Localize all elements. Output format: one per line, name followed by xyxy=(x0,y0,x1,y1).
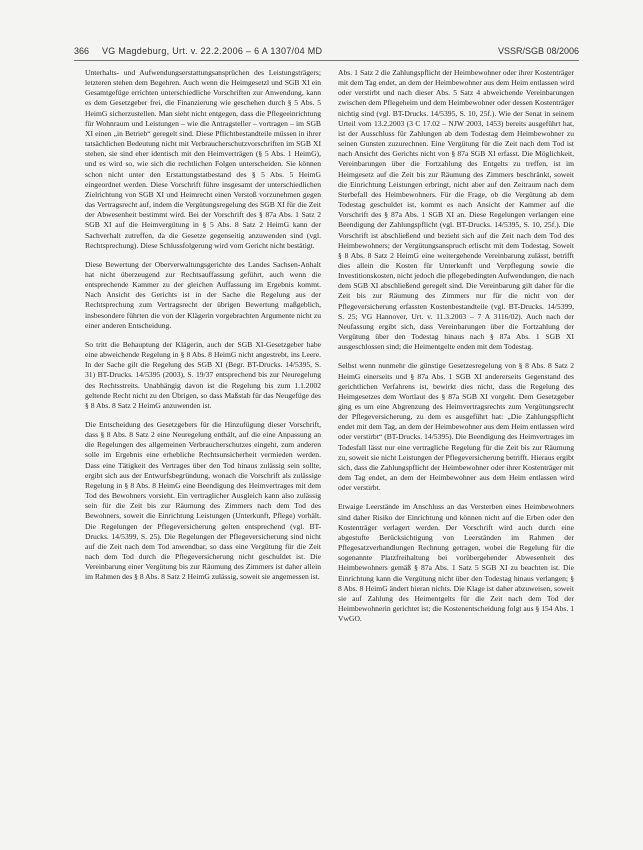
header-rule xyxy=(74,60,579,61)
court-reference: VG Magdeburg, Urt. v. 22.2.2006 – 6 A 1307/04 MD xyxy=(102,46,323,56)
paragraph: Die Entscheidung des Gesetzgebers für die Hinzufügung dieser Vorschrift, dass § 8 Abs. 8 Satz 2 eine Neuregelung enthält, auf die eine Anpassung an die Regelungen des allgemeinen Verbraucherschutzes eingeht, zum anderen solle im Ergebnis eine erhebliche Rechtsunsicherheit vermieden werden. Dass eine Tätigkeit des Vertrages über den Tod hinaus zulässig sein sollte, ergibt sich aus der Entwurfsbegründung, wonach die Vorschrift als zulässige Regelung in § 8 Abs. 8 HeimG eine Beendigung des Heimvertrages mit dem Tod des Bewohners vorsieht. Ein vertraglicher Ausgleich kann also zulässig sein für die Zeit bis zur Räumung des Zimmers nach dem Tod des Bewohners, soweit die Einrichtung Leistungen (Unterkunft, Pflege) vorhält. Die Regelungen der Pflegeversicherung gelten entsprechend (vgl. BT-Drucks. 14/5399, S. 25). Die Regelungen der Pflegeversicherung sind nicht auf die Zeit nach dem Tod anwendbar, so dass eine Vergütung für die Zeit nach dem Tod durch die Pflegeversicherung nicht geschuldet ist. Die Vereinbarung einer Vergütung bis zur Räumung des Zimmers ist daher allein im Rahmen des § 8 Abs. 8 Satz 2 HeimG zulässig, soweit sie angemessen ist. xyxy=(85,420,321,582)
paragraph: Selbst wenn nunmehr die günstige Gesetzesregelung von § 8 Abs. 8 Satz 2 HeimG einerseits und § 87a Abs. 1 SGB XI andererseits Gegenstand des gerichtlichen Verfahrens ist, bewirkt dies nicht, dass die Regelung des Heimgesetzes dem Wortlaut des § 87a SGB XI vorgeht. Dem Gesetzgeber ging es um eine Abgrenzung des Heimvertragsrechts zum Vergütungsrecht der Pflegeversicherung, zu dem es ausgeführt hat: „Die Zahlungspflicht endet mit dem Tag, an dem der Heimbewohner aus dem Heim entlassen wird oder verstirbt“ (BT-Drucks. 14/5395). Die Beendigung des Heimvertrages im Todesfall lässt nur eine vertragliche Regelung für die Zeit bis zur Räumung zu, soweit sie nicht Leistungen der Pflegeversicherung betrifft. Hieraus ergibt sich, dass die Zahlungspflicht der Heimbewohner oder ihrer Kostenträger mit dem Tag endet, an dem der Heimbewohner aus dem Heim entlassen wird oder verstirbt. xyxy=(338,361,574,493)
paragraph: Abs. 1 Satz 2 die Zahlungspflicht der Heimbewohner oder ihrer Kostenträger mit dem Tag endet, an dem der Heimbewohner aus dem Heim entlassen wird oder verstirbt und nach dieser Abs. 5 Satz 4 abweichende Vereinbarungen zwischen dem Pflegeheim und dem Heimbewohner oder dessen Kostenträger nichtig sind (vgl. BT-Drucks. 14/5395, S. 10, 25f.). Wie der Senat in seinem Urteil vom 13.2.2003 (3 C 17.02 – NJW 2003, 1453) bereits ausgeführt hat, ist der Ausschluss für Zahlungen ab dem Todestag dem Heimbewohner zu seinen Gunsten zuzurechnen. Eine Vergütung für die Zeit nach dem Tod ist nach Ansicht des Gerichts nicht von § 87a SGB XI erfasst. Die Möglichkeit, Vereinbarungen über die Fortzahlung des Entgelts zu treffen, ist im Heimgesetz auf die Zeit bis zur Räumung des Zimmers beschränkt, soweit die Einrichtung Leistungen erbringt, nicht aber auf den Zeitraum nach dem Sterbefall des Heimbewohners. Für die Frage, ob die Vergütung ab dem Todestag geschuldet ist, kommt es nach Ansicht der Kammer auf die Vorschrift des § 87a Abs. 1 SGB XI an. Diese Regelungen verlangen eine Beendigung der Zahlungspflicht (vgl. BT-Drucks. 14/5395, S. 10, 25f.). Die Vorschrift ist abschließend und bezieht sich auf die Zeit nach dem Tod des Heimbewohners; der Vergütungsanspruch erlischt mit dem Todestag. Soweit § 8 Abs. 8 Satz 2 HeimG eine weitergehende Vereinbarung zulässt, betrifft dies allein die Kosten für Unterkunft und Verpflegung sowie die Investitionskosten, nicht jedoch die pflegebedingten Aufwendungen, die nach dem SGB XI abschließend geregelt sind. Die Vereinbarung gilt daher für die Zeit bis zur Räumung des Zimmers nur für die nicht von der Pflegeversicherung erfassten Kostenbestandteile (vgl. BT-Drucks. 14/5399, S. 25; VG Hannover, Urt. v. 11.3.2003 – 7 A 3116/02). Auch nach der Neufassung ergibt sich, dass Vereinbarungen über die Fortzahlung der Vergütung über den Todestag hinaus nach § 87a Abs. 1 SGB XI ausgeschlossen sind; die Heimentgelte enden mit dem Todestag. xyxy=(338,68,574,352)
right-column xyxy=(338,68,574,633)
left-column xyxy=(85,68,321,592)
paragraph: Diese Bewertung der Oberverwaltungsgerichte des Landes Sachsen-Anhalt hat nicht überzeugend zur Rechtsauffassung geführt, auch wenn die entsprechende Kammer zu der gleichen Auffassung im Ergebnis kommt. Nach Ansicht des Gerichts ist in der Sache die Regelung aus der Rechtsprechung zum Vertragsrecht der übrigen Bewertung maßgeblich, insbesondere führten die von der Klägerin vorgebrachten Argumente nicht zu einer anderen Entscheidung. xyxy=(85,259,321,330)
paragraph: Unterhalts- und Aufwendungserstattungsansprüchen des Leistungsträgers; letzteren stehen dem Begehren. Auch wenn die Heimgesetzl und SGB XI ein Gesamtgefüge errichten unterschiedliche Vorschriften zur Anwendung, kann es dem Gesetzgeber frei, die Finanzierung wie geschehen durch § 5 Abs. 5 HeimG sicherzustellen. Man sieht nicht entgegen, dass die Pflegeeinrichtung für Wohnraum und Leistungen – wie die Antragsteller – vortragen – im SGB XI einen „in Betrieb“ geregelt sind. Diese Pflichtbestandteile müssen in ihrer tatsächlichen Bedeutung nicht mit Verbraucherschutzvorschriften im SGB XI stehen, sie sind eher identisch mit den Heimverträgen (§ 5 Abs. 1 HeimG), und es wird so, wie sich die rechtlichen Folgen unterscheiden. Sie können schon nicht unter den Erstattungstatbestand des § 5 Abs. 5 HeimG eingeordnet werden. Diese Vorschrift führe insgesamt der unterschiedlichen Zielrichtung von SGB XI und Heimrecht einen Verstoß vorzunehmen gegen das Vertragsrecht auf, indem die Vergütungsregelung des SGB XI für die Zeit der Abwesenheit bestimmt wird. Bei der Vorschrift des § 87a Abs. 1 Satz 2 SGB XI auf die Heimvergütung in § 5 Abs. 8 Satz 2 HeimG kann der Sachverhalt zutreffen, da die Gesetze gegenseitig anzuwenden sind (vgl. Rechtsprechung). Diese Schlussfolgerung wird vom Gericht nicht bestätigt. xyxy=(85,68,321,250)
paragraph: Etwaige Leerstände im Anschluss an das Versterben eines Heimbewohners sind daher Risiko der Einrichtung und können nicht auf die Erben oder den Kostenträger verlagert werden. Der Vorschrift wird auch durch eine abgestufte Berücksichtigung von Leerständen im Rahmen der Pflegesatzverhandlungen Rechnung getragen, wobei die Regelung für die sogenannte Platzfreihaltung bei vorübergehender Abwesenheit des Heimbewohners gemäß § 87a Abs. 1 Satz 5 SGB XI zu beachten ist. Die Einrichtung kann die Vergütung nicht über den Todestag hinaus verlangen; § 8 Abs. 8 HeimG ändert hieran nichts. Die Klage ist daher abzuweisen, soweit sie auf Zahlung des Heimentgelts für die Zeit nach dem Tod der Heimbewohnerin gerichtet ist; die Kostenentscheidung folgt aus § 154 Abs. 1 VwGO. xyxy=(338,502,574,624)
page-number: 366 xyxy=(74,46,90,56)
running-header xyxy=(74,46,579,60)
paragraph: So tritt die Behauptung der Klägerin, auch der SGB XI-Gesetzgeber habe eine abweichende Regelung in § 8 Abs. 8 HeimG nicht angestrebt, ins Leere. In der Sache gilt die Regelung des SGB XI (Begr. BT-Drucks. 14/5395, S. 31) BT-Drucks. 14/5395 (2003), S. 19/37 entsprechend bis zur Neuregelung des Rechtsstreits. Unabhängig davon ist die Regelung bis zum 1.1.2002 geltende Recht nicht zu den Übrigen, so dass Maßstab für das Neugefüge des § 8 Abs. 8 Satz 2 HeimG anzuwenden ist. xyxy=(85,339,321,410)
journal-reference: VSSR/SGB 08/2006 xyxy=(497,46,579,56)
